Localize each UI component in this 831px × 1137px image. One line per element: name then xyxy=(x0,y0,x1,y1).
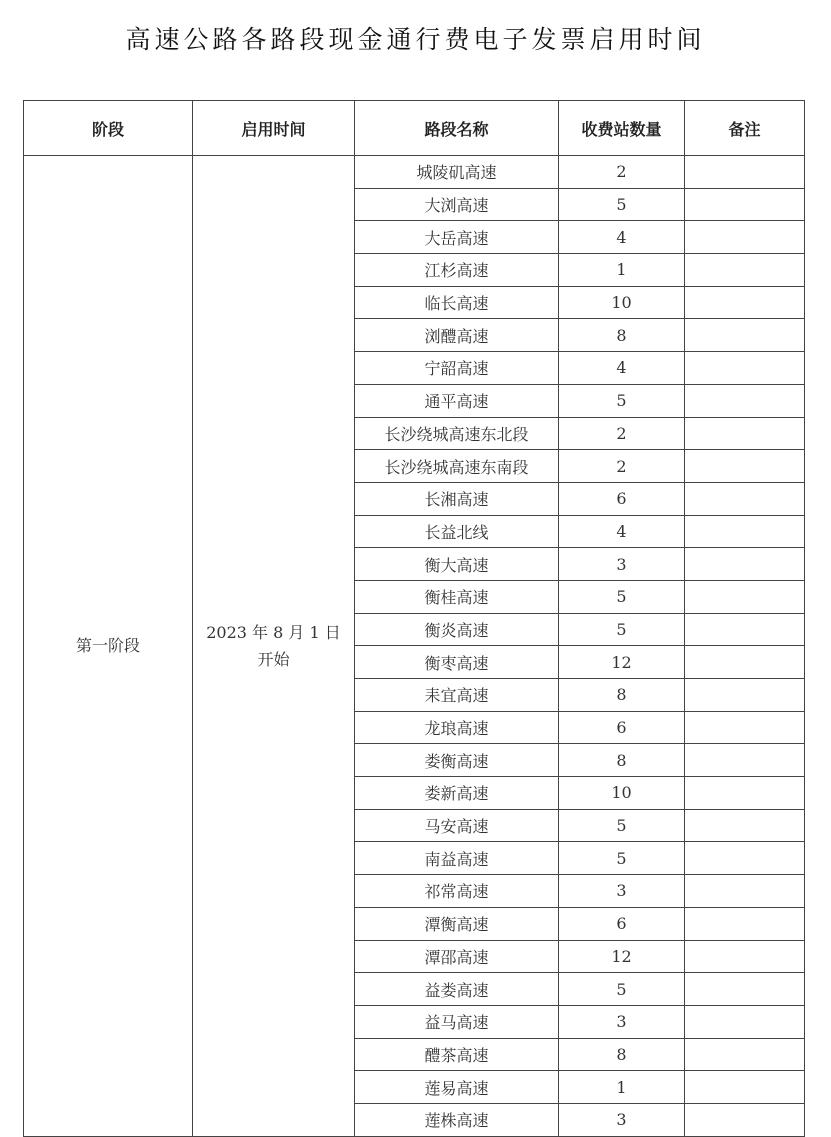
header-note: 备注 xyxy=(685,101,805,156)
station-count-cell: 5 xyxy=(559,384,685,417)
station-count-cell: 5 xyxy=(559,809,685,842)
road-name-cell: 大岳高速 xyxy=(355,221,559,254)
note-cell xyxy=(685,744,805,777)
page-title: 高速公路各路段现金通行费电子发票启用时间 xyxy=(125,25,706,54)
header-road-name: 路段名称 xyxy=(355,101,559,156)
road-name-cell: 衡枣高速 xyxy=(355,646,559,679)
note-cell xyxy=(685,286,805,319)
station-count-cell: 10 xyxy=(559,777,685,810)
note-cell xyxy=(685,1103,805,1136)
station-count-cell: 10 xyxy=(559,286,685,319)
station-count-cell: 3 xyxy=(559,548,685,581)
station-count-cell: 2 xyxy=(559,156,685,189)
station-count-cell: 5 xyxy=(559,188,685,221)
start-date-text: 2023 年 8 月 1 日 xyxy=(206,622,341,642)
table-row xyxy=(24,156,805,189)
road-name-cell: 龙琅高速 xyxy=(355,711,559,744)
note-cell xyxy=(685,548,805,581)
road-name-cell: 衡炎高速 xyxy=(355,613,559,646)
station-count-cell: 3 xyxy=(559,1103,685,1136)
road-name-cell: 长沙绕城高速东北段 xyxy=(355,417,559,450)
road-name-cell: 莲株高速 xyxy=(355,1103,559,1136)
note-cell xyxy=(685,711,805,744)
station-count-cell: 8 xyxy=(559,679,685,712)
note-cell xyxy=(685,875,805,908)
road-name-cell: 莲易高速 xyxy=(355,1071,559,1104)
note-cell xyxy=(685,156,805,189)
road-name-cell: 益马高速 xyxy=(355,1005,559,1038)
road-name-cell: 醴茶高速 xyxy=(355,1038,559,1071)
header-start-date: 启用时间 xyxy=(193,101,355,156)
road-name-cell: 衡桂高速 xyxy=(355,580,559,613)
note-cell xyxy=(685,842,805,875)
station-count-cell: 12 xyxy=(559,940,685,973)
header-stage: 阶段 xyxy=(24,101,193,156)
station-count-cell: 8 xyxy=(559,744,685,777)
note-cell xyxy=(685,384,805,417)
note-cell xyxy=(685,940,805,973)
start-date-cell xyxy=(193,156,355,1137)
road-name-cell: 长沙绕城高速东南段 xyxy=(355,450,559,483)
station-count-cell: 5 xyxy=(559,842,685,875)
note-cell xyxy=(685,188,805,221)
station-count-cell: 2 xyxy=(559,450,685,483)
station-count-cell: 5 xyxy=(559,613,685,646)
note-cell xyxy=(685,1005,805,1038)
note-cell xyxy=(685,1071,805,1104)
road-name-cell: 通平高速 xyxy=(355,384,559,417)
note-cell xyxy=(685,973,805,1006)
road-name-cell: 长湘高速 xyxy=(355,482,559,515)
station-count-cell: 6 xyxy=(559,907,685,940)
stage-cell xyxy=(24,156,193,1137)
note-cell xyxy=(685,254,805,287)
note-cell xyxy=(685,319,805,352)
note-cell xyxy=(685,417,805,450)
road-name-cell: 南益高速 xyxy=(355,842,559,875)
header-station-count: 收费站数量 xyxy=(559,101,685,156)
station-count-cell: 2 xyxy=(559,417,685,450)
road-name-cell: 浏醴高速 xyxy=(355,319,559,352)
note-cell xyxy=(685,515,805,548)
station-count-cell: 4 xyxy=(559,515,685,548)
station-count-cell: 8 xyxy=(559,319,685,352)
station-count-cell: 6 xyxy=(559,711,685,744)
station-count-cell: 3 xyxy=(559,875,685,908)
road-name-cell: 江杉高速 xyxy=(355,254,559,287)
station-count-cell: 12 xyxy=(559,646,685,679)
station-count-cell: 6 xyxy=(559,482,685,515)
note-cell xyxy=(685,1038,805,1071)
road-name-cell: 娄新高速 xyxy=(355,777,559,810)
road-name-cell: 耒宜高速 xyxy=(355,679,559,712)
note-cell xyxy=(685,450,805,483)
note-cell xyxy=(685,809,805,842)
table-body xyxy=(24,156,805,1137)
road-name-cell: 益娄高速 xyxy=(355,973,559,1006)
invoice-schedule-table xyxy=(23,100,805,1137)
road-name-cell: 临长高速 xyxy=(355,286,559,319)
road-name-cell: 马安高速 xyxy=(355,809,559,842)
station-count-cell: 8 xyxy=(559,1038,685,1071)
note-cell xyxy=(685,777,805,810)
station-count-cell: 3 xyxy=(559,1005,685,1038)
road-name-cell: 祁常高速 xyxy=(355,875,559,908)
road-name-cell: 大浏高速 xyxy=(355,188,559,221)
note-cell xyxy=(685,907,805,940)
note-cell xyxy=(685,221,805,254)
table-header-row xyxy=(24,101,805,156)
station-count-cell: 4 xyxy=(559,352,685,385)
note-cell xyxy=(685,613,805,646)
road-name-cell: 潭邵高速 xyxy=(355,940,559,973)
start-date-suffix: 开始 xyxy=(257,649,290,669)
road-name-cell: 衡大高速 xyxy=(355,548,559,581)
road-name-cell: 长益北线 xyxy=(355,515,559,548)
road-name-cell: 城陵矶高速 xyxy=(355,156,559,189)
note-cell xyxy=(685,679,805,712)
note-cell xyxy=(685,352,805,385)
station-count-cell: 1 xyxy=(559,254,685,287)
station-count-cell: 5 xyxy=(559,580,685,613)
station-count-cell: 1 xyxy=(559,1071,685,1104)
road-name-cell: 潭衡高速 xyxy=(355,907,559,940)
stage-label: 第一阶段 xyxy=(75,636,140,656)
station-count-cell: 4 xyxy=(559,221,685,254)
station-count-cell: 5 xyxy=(559,973,685,1006)
road-name-cell: 娄衡高速 xyxy=(355,744,559,777)
note-cell xyxy=(685,482,805,515)
road-name-cell: 宁韶高速 xyxy=(355,352,559,385)
note-cell xyxy=(685,580,805,613)
note-cell xyxy=(685,646,805,679)
